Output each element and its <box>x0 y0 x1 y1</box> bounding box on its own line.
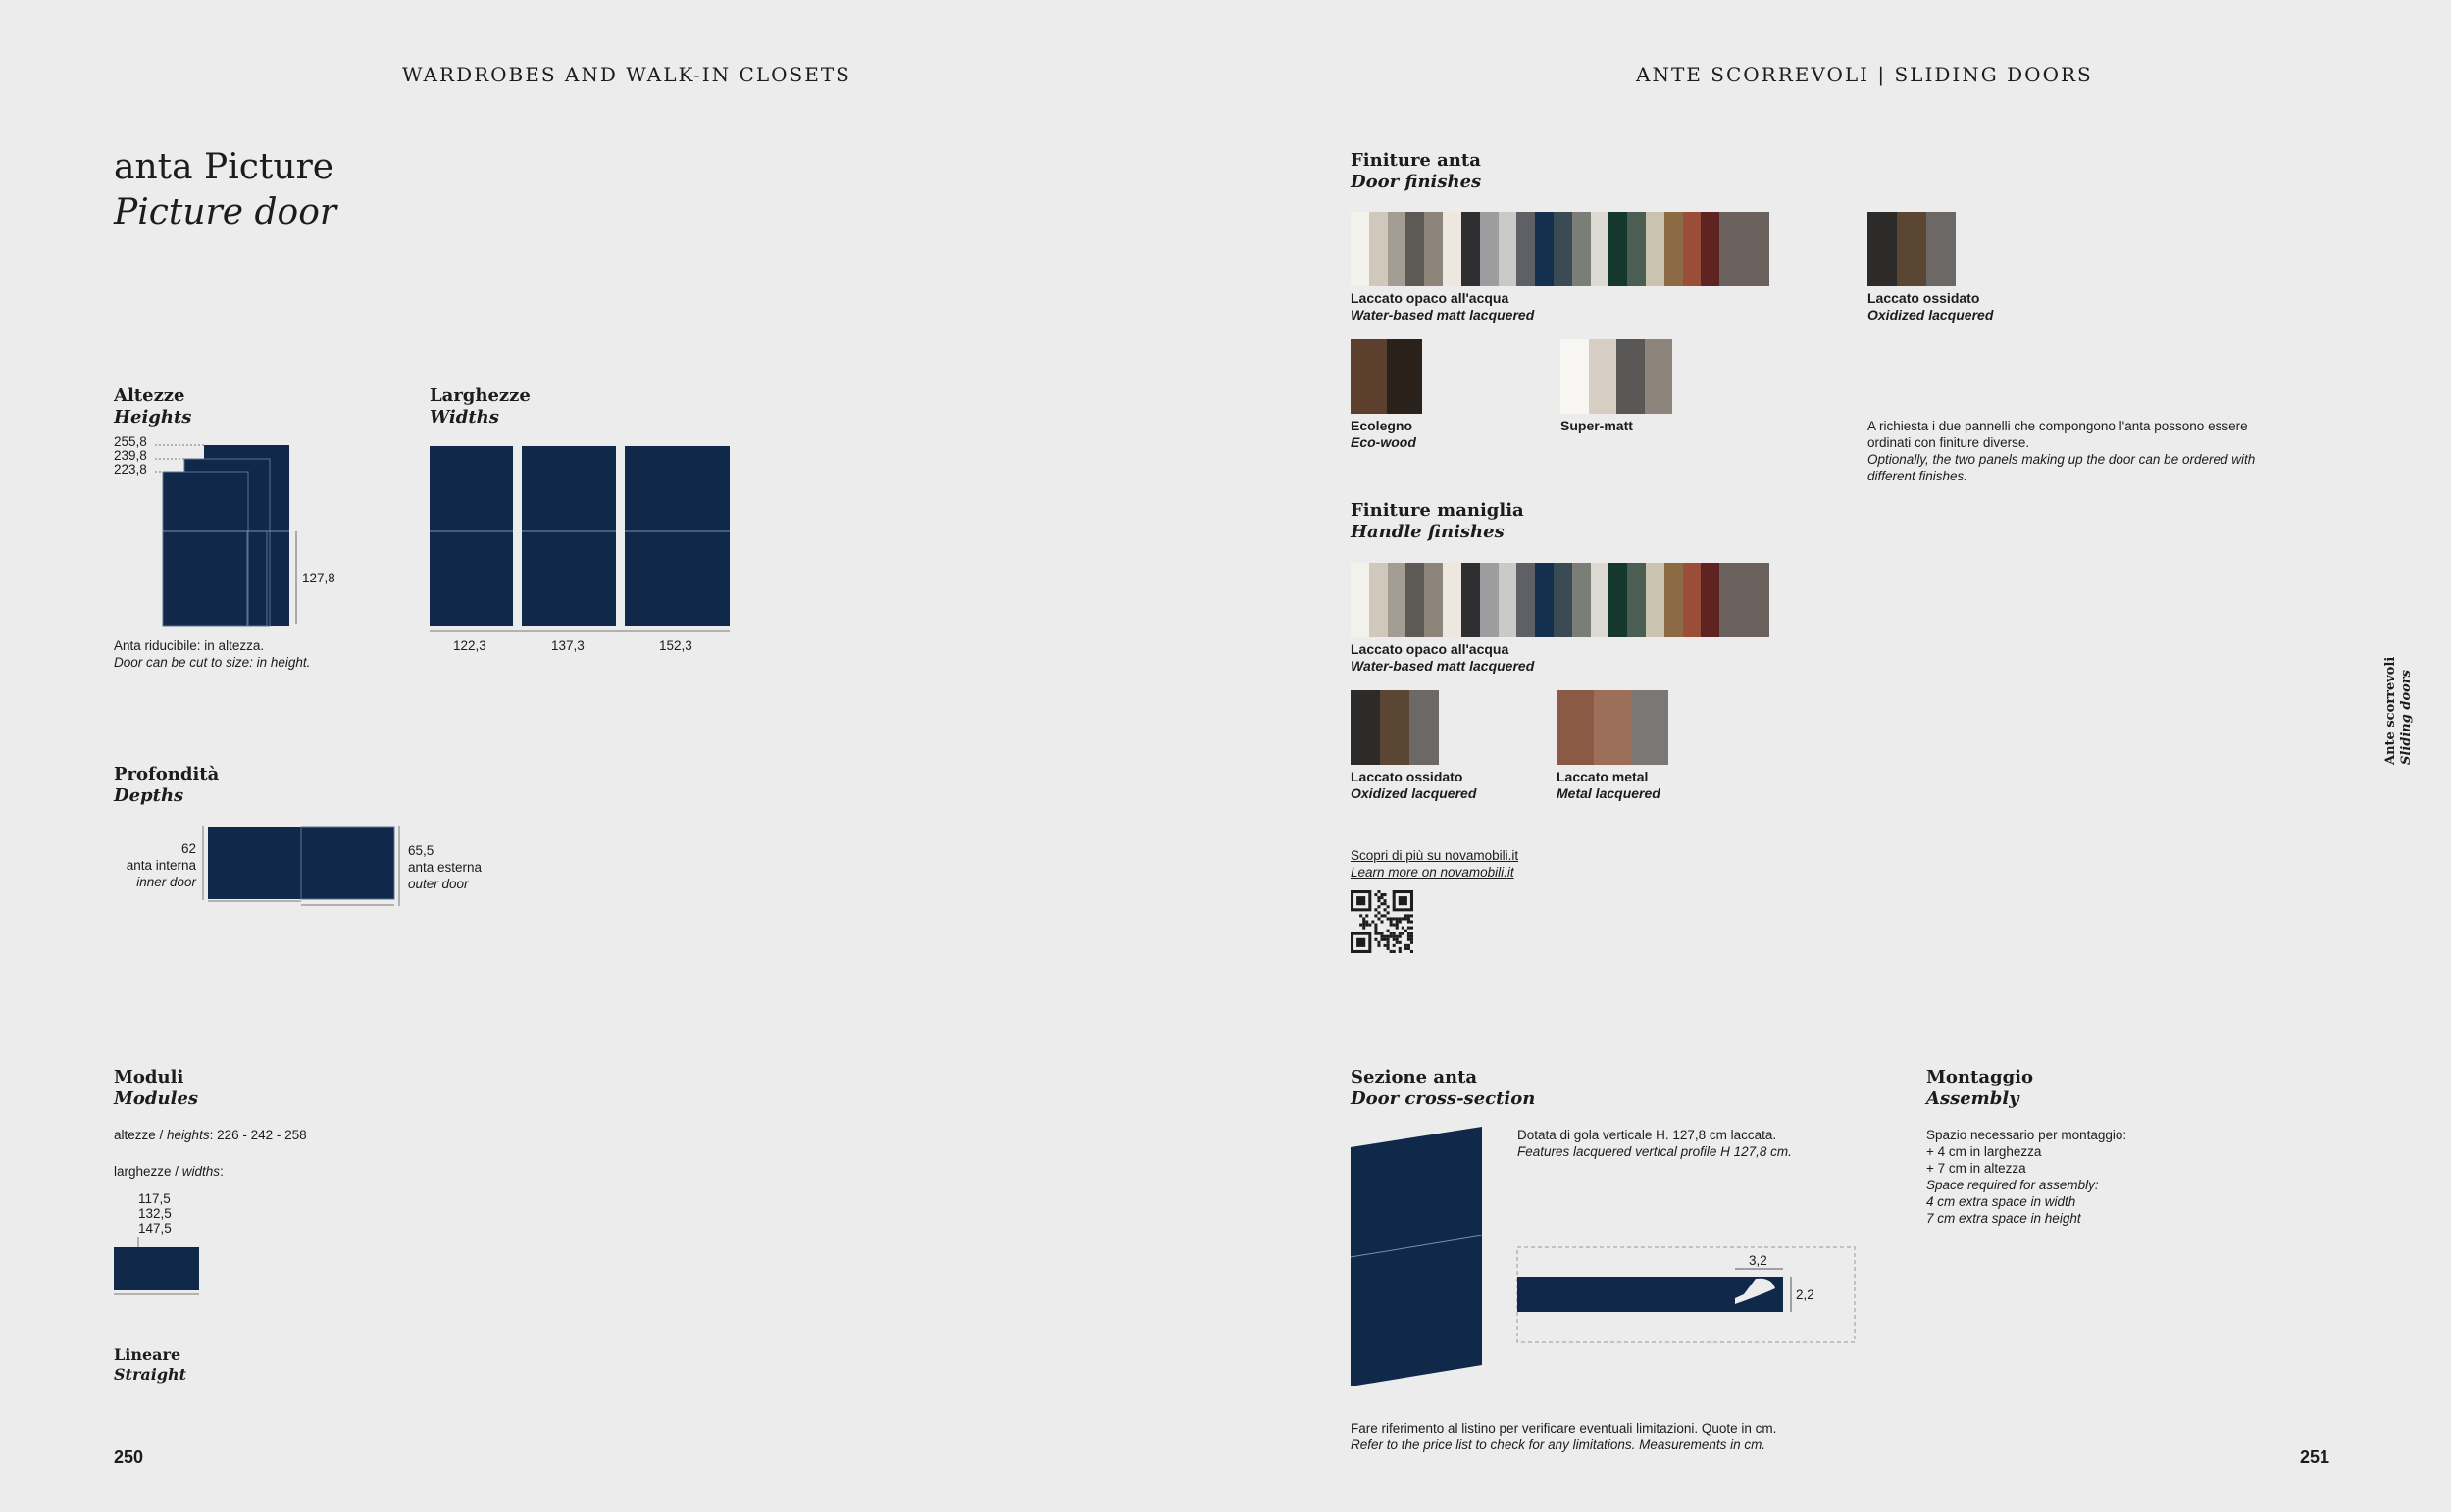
handle-oxidized-en: Oxidized lacquered <box>1351 785 1477 801</box>
side-tab <box>2383 657 2415 765</box>
cross-section-desc <box>1517 1127 1792 1160</box>
more-info-link-en[interactable]: Learn more on novamobili.it <box>1351 865 1514 880</box>
more-info-link-it[interactable]: Scopri di più su novamobili.it <box>1351 848 1519 863</box>
width-value: 137,3 <box>551 638 585 653</box>
handle-metal-en: Metal lacquered <box>1557 785 1660 801</box>
modules-widths-en: widths <box>181 1164 221 1179</box>
cross-section-desc-en: Features lacquered vertical profile H 127,8 cm. <box>1517 1144 1792 1159</box>
assembly-line: 7 cm extra space in height <box>1926 1211 2081 1226</box>
assembly-text <box>1926 1127 2126 1227</box>
assembly-line: Space required for assembly: <box>1926 1178 2099 1192</box>
linear-label-en: Straight <box>114 1365 187 1384</box>
width-value: 152,3 <box>659 638 692 653</box>
widths-label-en: Widths <box>430 407 499 428</box>
door-lacquer-it: Laccato opaco all'acqua <box>1351 290 1509 306</box>
modules-widths-it: larghezze / <box>114 1164 182 1179</box>
depth-inner-en: inner door <box>136 875 196 889</box>
heights-note-en: Door can be cut to size: in height. <box>114 655 311 670</box>
page-number-left: 250 <box>114 1447 144 1467</box>
assembly-label-en: Assembly <box>1926 1088 2019 1109</box>
door-eco-it: Ecolegno <box>1351 418 1413 433</box>
linear-label-it: Lineare <box>114 1345 181 1364</box>
door-oxidized-it: Laccato ossidato <box>1867 290 1980 306</box>
modules-heights-it: altezze / <box>114 1128 168 1142</box>
modules-label-it: Moduli <box>114 1067 184 1087</box>
door-finishes-note-it: A richiesta i due pannelli che compongono l'anta possono essere ordinati con finiture diverse. <box>1867 419 2248 450</box>
heights-label-it: Altezze <box>114 385 185 406</box>
header-right: ANTE SCORREVOLI | SLIDING DOORS <box>1636 63 2093 86</box>
header-left: WARDROBES AND WALK-IN CLOSETS <box>402 63 851 86</box>
width-value: 122,3 <box>453 638 486 653</box>
handle-finishes-label-en: Handle finishes <box>1351 522 1505 542</box>
handle-lacquer-it: Laccato opaco all'acqua <box>1351 641 1509 657</box>
module-width-value: 132,5 <box>138 1206 172 1221</box>
module-width-value: 117,5 <box>138 1191 171 1206</box>
assembly-label-it: Montaggio <box>1926 1067 2034 1087</box>
assembly-line: + 4 cm in larghezza <box>1926 1144 2042 1159</box>
heights-note-it: Anta riducibile: in altezza. <box>114 638 265 653</box>
assembly-line: 4 cm extra space in width <box>1926 1194 2076 1209</box>
door-oxidized-en: Oxidized lacquered <box>1867 307 1994 323</box>
depth-inner-it: anta interna <box>126 858 196 873</box>
page-number-right: 251 <box>2300 1447 2330 1467</box>
footer-note-en: Refer to the price list to check for any limitations. Measurements in cm. <box>1351 1437 1766 1452</box>
depths-label-en: Depths <box>114 785 184 806</box>
side-tab-it: Ante scorrevoli <box>2383 656 2398 765</box>
footer-note <box>1351 1420 1776 1453</box>
handle-metal-it: Laccato metal <box>1557 769 1649 784</box>
side-tab-en: Sliding doors <box>2399 670 2414 765</box>
modules-label-en: Modules <box>114 1088 199 1109</box>
heights-label-en: Heights <box>114 407 192 428</box>
footer-note-it: Fare riferimento al listino per verificare eventuali limitazioni. Quote in cm. <box>1351 1421 1777 1436</box>
door-finishes-note-en: Optionally, the two panels making up the door can be ordered with different finishes. <box>1867 452 2256 483</box>
door-supermatt-label: Super-matt <box>1560 418 1633 433</box>
modules-heights-values: : 226 - 242 - 258 <box>209 1128 307 1142</box>
assembly-line: Spazio necessario per montaggio: <box>1926 1128 2127 1142</box>
title-en: Picture door <box>114 192 337 232</box>
door-finishes-label-it: Finiture anta <box>1351 150 1481 171</box>
depth-outer-it: anta esterna <box>408 860 483 875</box>
assembly-label <box>1926 1067 2033 1110</box>
handle-lacquer-en: Water-based matt lacquered <box>1351 658 1535 674</box>
cross-section-label-en: Door cross-section <box>1351 1088 1536 1109</box>
height-mid-value: 127,8 <box>302 571 335 585</box>
title-it: anta Picture <box>114 147 334 187</box>
depths-label-it: Profondità <box>114 764 220 784</box>
cross-section-label-it: Sezione anta <box>1351 1067 1478 1087</box>
widths-label-it: Larghezze <box>430 385 531 406</box>
cross-section-dim-height: 2,2 <box>1796 1287 1814 1302</box>
depth-outer-en: outer door <box>408 877 469 891</box>
handle-finishes-label-it: Finiture maniglia <box>1351 500 1524 521</box>
cross-section-desc-it: Dotata di gola verticale H. 127,8 cm laccata. <box>1517 1128 1777 1142</box>
door-lacquer-en: Water-based matt lacquered <box>1351 307 1535 323</box>
door-eco-en: Eco-wood <box>1351 434 1416 450</box>
depth-outer-value: 65,5 <box>408 843 434 858</box>
height-value: 239,8 <box>114 448 147 463</box>
modules-widths-colon: : <box>220 1164 224 1179</box>
modules-heights-en: heights <box>167 1128 210 1142</box>
height-value: 223,8 <box>114 462 147 477</box>
assembly-line: + 7 cm in altezza <box>1926 1161 2026 1176</box>
module-width-value: 147,5 <box>138 1221 172 1235</box>
door-finishes-label-en: Door finishes <box>1351 172 1482 192</box>
depth-inner-value: 62 <box>180 841 196 856</box>
handle-oxidized-it: Laccato ossidato <box>1351 769 1463 784</box>
cross-section-dim-width: 3,2 <box>1749 1253 1767 1268</box>
height-value: 255,8 <box>114 434 147 449</box>
